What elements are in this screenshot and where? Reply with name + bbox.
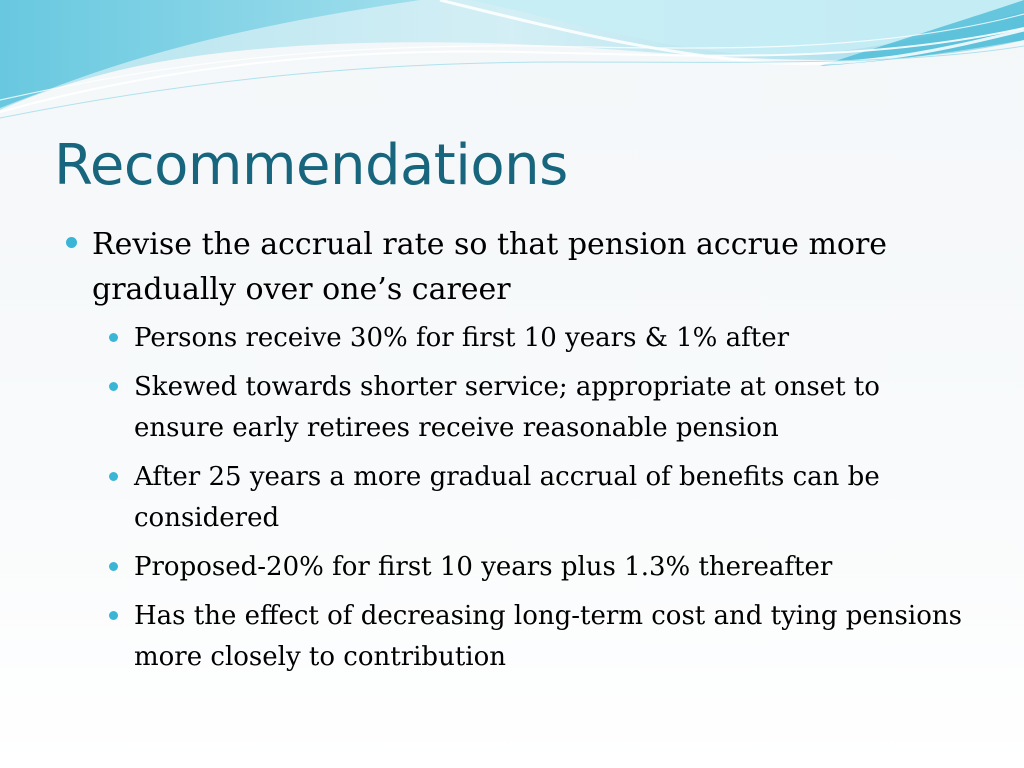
sub-bullet <box>62 318 962 359</box>
bullet-dot-icon <box>109 472 118 481</box>
sub-bullet-text: Has the effect of decreasing long-term cost and tying pensions more closely to contribution <box>134 601 962 672</box>
sub-bullet <box>62 547 962 588</box>
sub-bullet <box>62 457 962 539</box>
bullet-dot-icon <box>66 237 77 248</box>
sub-bullet-text: Skewed towards shorter service; appropriate at onset to ensure early retirees receive reasonable pension <box>134 372 880 443</box>
bullet-dot-icon <box>109 333 118 342</box>
sub-bullet-list <box>62 318 962 678</box>
bullet-dot-icon <box>109 611 118 620</box>
sub-bullet-text: After 25 years a more gradual accrual of benefits can be considered <box>134 462 880 533</box>
slide-title: Recommendations <box>54 133 568 198</box>
sub-bullet-text: Proposed-20% for first 10 years plus 1.3% thereafter <box>134 552 833 582</box>
bullet-dot-icon <box>109 382 118 391</box>
main-bullet-text: Revise the accrual rate so that pension accrue more gradually over one’s career <box>92 227 888 307</box>
sub-bullet-text: Persons receive 30% for first 10 years & 1% after <box>134 323 790 353</box>
main-bullet <box>62 222 962 312</box>
wave-header-decoration <box>0 0 1024 120</box>
bullet-dot-icon <box>109 562 118 571</box>
sub-bullet <box>62 367 962 449</box>
slide-body <box>62 222 962 686</box>
sub-bullet <box>62 596 962 678</box>
